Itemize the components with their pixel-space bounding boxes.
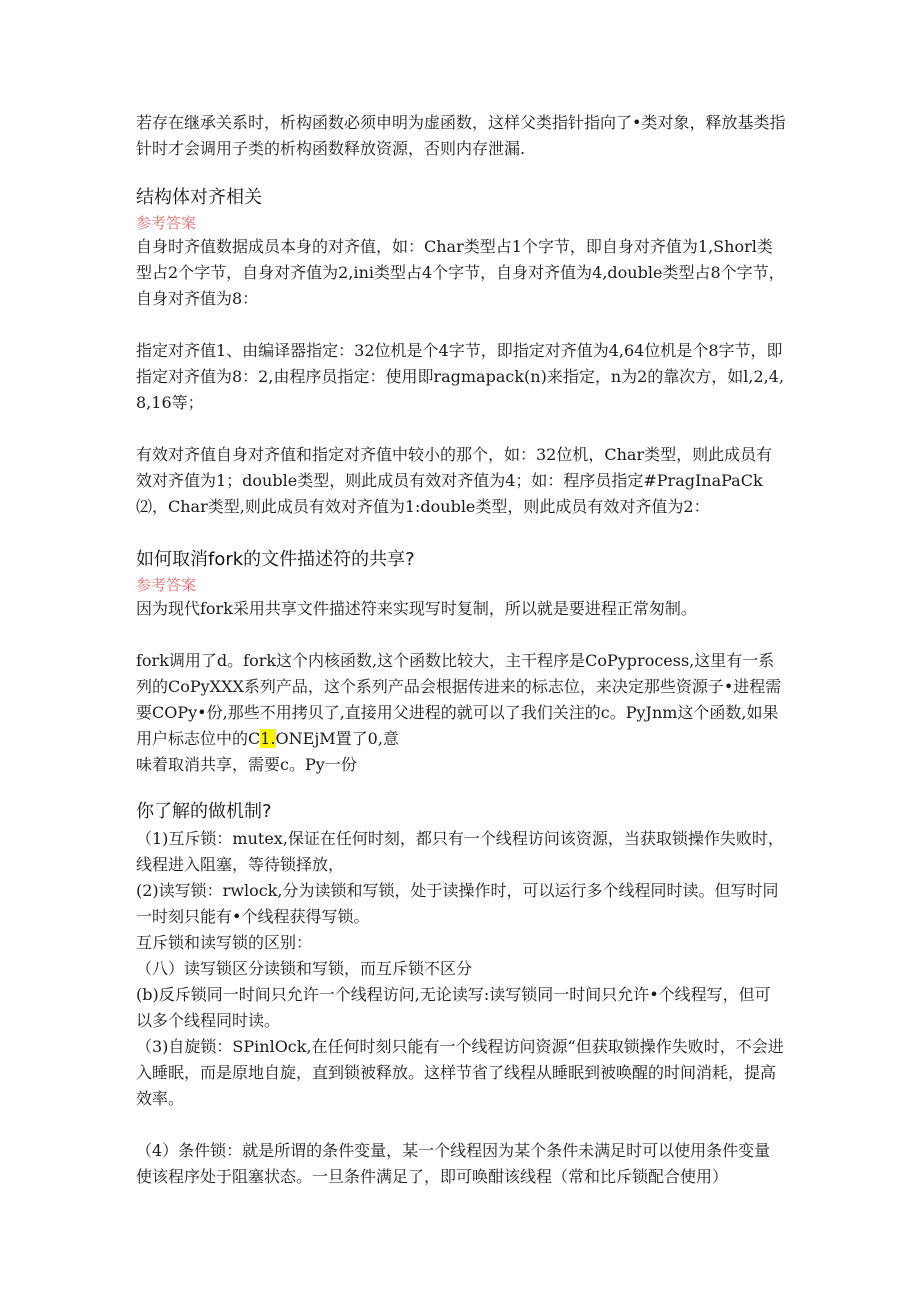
item-difference-heading: 互斥锁和读写锁的区别： [136,933,313,952]
section-struct-alignment [136,184,786,520]
item-spinlock: （3)自旋锁：SPinlOck,在任何时刻只能有一个线程访问资源“但获取锁操作失败时，不会进入睡眠，而是原地自旋，直到锁被释放。这样节省了线程从睡眠到被唤醒的时间消耗，提高效率。 [136,1037,784,1108]
section-title-struct-alignment: 结构体对齐相关 [136,187,262,208]
item-mutex: （1)互斥锁：mutex,保证在任何时刻，都只有一个线程访问该资源，当获取锁操作失败时，线程进入阻塞，等待锁择放， [136,829,784,874]
text-segment: ONEjM置了0,意 [275,729,399,748]
item-condition-lock: （4）条件锁：就是所谓的条件变量，某一个线程因为某个条件未满足时可以使用条件变量使该程序处于阻塞状态。一旦条件满足了，即可唤酣该线程（常和比斥锁配合使用） [136,1141,771,1186]
item-rwlock: (2)读写锁：rwlock,分为读锁和写锁，处于读操作时，可以运行多个线程同时读。但写时同一时刻只能有•个线程获得写锁。 [136,881,779,926]
paragraph-fork-copy-continued: 味着取消共享，需要c。Py一份 [136,755,357,774]
paragraph-effective-alignment: 有效对齐值自身对齐值和指定对齐值中较小的那个，如：32位机，Char类型，则此成员有效对齐值为1；double类型，则此成员有效对齐值为4；如：程序员指定#PragInaPaCk⑵，Char类型,则此成员有效对齐值为1:double类型，则此成员有效对齐值为2： [136,445,773,516]
paragraph-specified-alignment: 指定对齐值1、由编译器指定：32位机是个4字节，即指定对齐值为4,64位机是个8字节，即指定对齐值为8：2,由程序员指定：使用即ragmapack(n)来指定，n为2的靠次方，如l,2,4,8,16等； [136,341,785,412]
section-title-lock-mechanisms: 你了解的做机制? [136,801,272,822]
paragraph-self-alignment: 自身时齐值数据成员本身的对齐值，如：Char类型占1个字节，即自身对齐值为1,Shorl类型占2个字节，自身对齐值为2,ini类型占4个字节，自身对齐值为4,double类型占8个字节，自身对齐值为8： [136,237,785,308]
intro-paragraph: 若存在继承关系时，析构函数必须申明为虚函数，这样父类指针指向了•类对象，释放基类指针时才会调用子类的析构函数释放资源，否则内存泄漏. [136,113,786,158]
paragraph-fork-copyprocess [136,648,786,752]
text-segment: fork调用了d。fork这个内核函数,这个函数比较大，主干程序是CoPyprocess,这里有一系列的CoPyXXX系列产品，这个系列产品会根据传进来的标志位，来决定那些资源子•进程需要COPy•份,那些不用拷贝了,直接用父进程的就可以了我们关注的c。PyJnm这个函数,如果用户标志位中的C [136,651,782,748]
section-fork-fd-sharing [136,546,786,778]
document-page [136,110,786,1190]
reference-answer-label: 参考答案 [136,576,197,594]
section-lock-mechanisms [136,798,786,1190]
reference-answer-label: 参考答案 [136,214,197,232]
highlighted-text: 1. [260,729,276,748]
item-difference-a: （八）读写锁区分读锁和写锁，而互斥锁不区分 [136,959,473,978]
section-title-fork-fd-sharing: 如何取消fork的文件描述符的共享? [136,549,415,570]
item-difference-b: (b)反斥锁同一时间只允许一个线程访问,无论读写:读写锁同一时间只允许•个线程写，但可以多个线程同时读。 [136,985,771,1030]
paragraph-fork-cow: 因为现代fork采用共享文件描述符来实现写时复制，所以就是要进程正常匆制。 [136,599,697,618]
